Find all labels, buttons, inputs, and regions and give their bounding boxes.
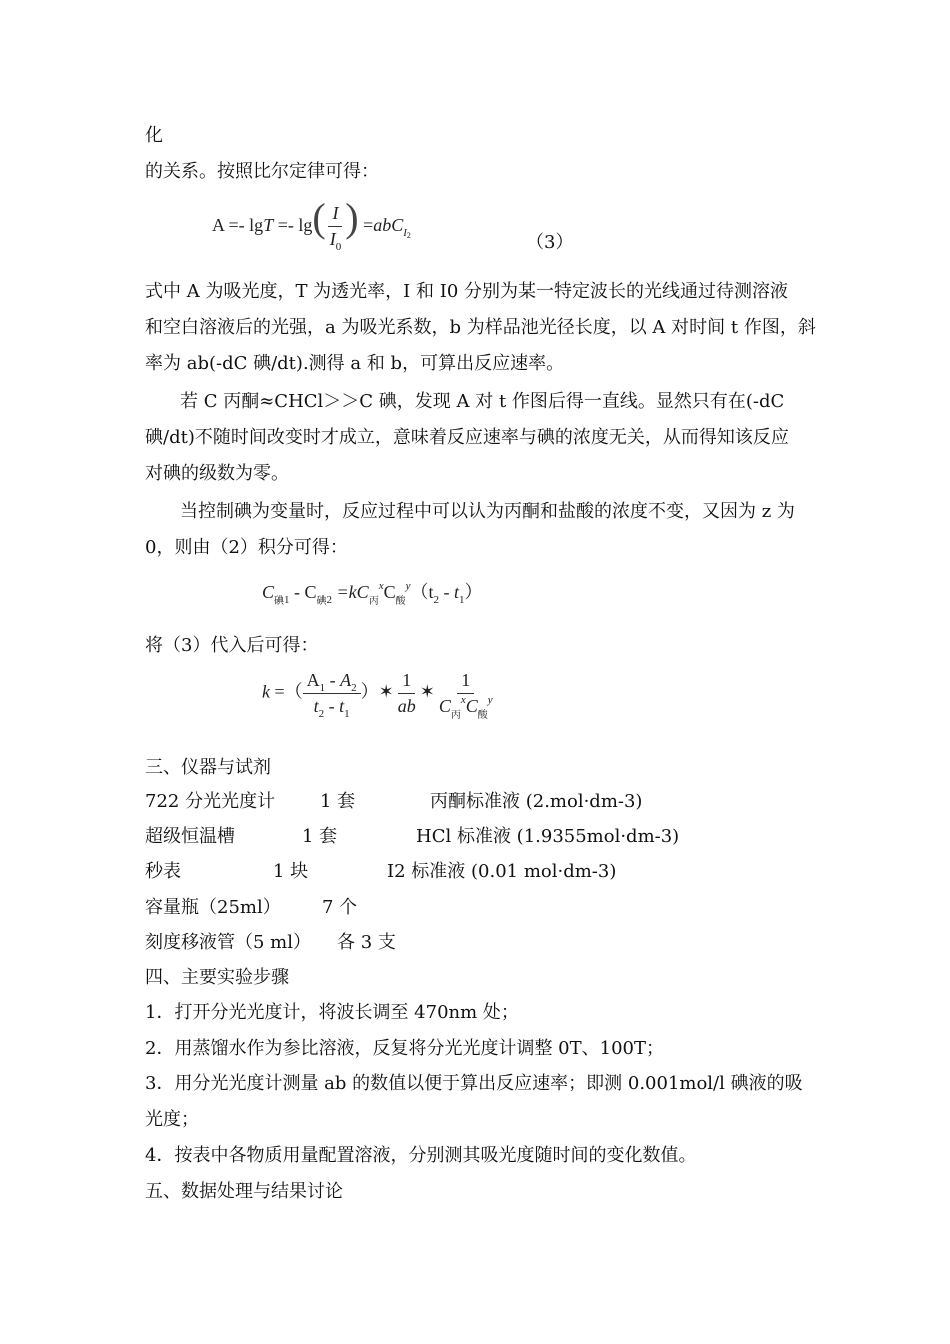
fraction: $\frac{I}{I_0}$: [329, 203, 342, 254]
equipment-qty: 1 套: [320, 791, 356, 812]
text-line: 化: [145, 125, 163, 146]
rate-constant-equation: k =（ $\frac{A_1 - A_2}{t_2 - t_1}$ ）✶ $\frac{1}{ab}$ ✶ $\frac{1}{C_丙^xC_酸^y}$: [262, 670, 497, 717]
equipment-name: 秒表: [145, 861, 181, 882]
step-line: 1．打开分光光度计，将波长调至 470nm 处；: [145, 1002, 519, 1023]
step-line: 2．用蒸馏水作为参比溶液，反复将分光光度计调整 0T、100T；: [145, 1038, 664, 1059]
section-heading: 三、仪器与试剂: [145, 757, 271, 778]
equipment-qty: 1 块: [273, 861, 309, 882]
step-line: 4．按表中各物质用量配置溶液，分别测其吸光度随时间的变化数值。: [145, 1145, 697, 1166]
paragraph-line: 当控制碘为变量时，反应过程中可以认为丙酮和盐酸的浓度不变，又因为 z 为: [180, 501, 795, 522]
equipment-name: 容量瓶（25ml）: [145, 897, 281, 918]
fraction: $\frac{A_1 - A_2}{t_2 - t_1}$: [303, 670, 361, 717]
section-heading: 五、数据处理与结果讨论: [145, 1181, 343, 1202]
integral-equation: $C_{碘1} - C_{碘2} =kC_丙^xC_酸^y(t_2 - t_1)$: [262, 580, 483, 607]
section-heading: 四、主要实验步骤: [145, 967, 289, 988]
beer-law-equation: A =- lgT =- lg( $\frac{I}{I_0}$ ) =abC$_{I2}$: [212, 195, 411, 254]
reagent: HCl 标准液 (1.9355mol·dm-3): [416, 826, 680, 847]
fraction: $\frac{1}{ab}$: [397, 670, 416, 716]
equipment-name: 刻度移液管（5 ml）: [145, 932, 311, 953]
paragraph-line: 和空白溶液后的光强，a 为吸光系数，b 为样品池光径长度，以 A 对时间 t 作图，斜: [145, 317, 816, 338]
equipment-qty: 1 套: [302, 826, 338, 847]
equipment-name: 722 分光光度计: [145, 791, 276, 812]
step-line: 光度；: [145, 1109, 199, 1130]
reagent: 丙酮标准液 (2.mol·dm-3): [430, 791, 643, 812]
paragraph-line: 对碘的级数为零。: [145, 463, 289, 484]
text-line: 将（3）代入后可得：: [145, 635, 319, 656]
step-line: 3．用分光光度计测量 ab 的数值以便于算出反应速率；即测 0.001mol/l 碘液的吸: [145, 1073, 803, 1094]
equipment-qty: 各 3 支: [337, 932, 396, 953]
paragraph-line: 碘/dt)不随时间改变时才成立，意味着反应速率与碘的浓度无关，从而得知该反应: [145, 427, 789, 448]
paragraph-line: 0，则由（2）积分可得：: [145, 537, 348, 558]
equation-number: （3）: [526, 232, 574, 253]
paragraph-line: 式中 A 为吸光度，T 为透光率，I 和 I0 分别为某一特定波长的光线通过待测溶液: [145, 281, 789, 302]
equipment-qty: 7 个: [322, 897, 358, 918]
paragraph-line: 若 C 丙酮≈CHCl＞＞C 碘，发现 A 对 t 作图后得一直线。显然只有在(-dC: [180, 391, 785, 412]
paragraph-line: 率为 ab(-dC 碘/dt).测得 a 和 b，可算出反应速率。: [145, 353, 565, 374]
equipment-name: 超级恒温槽: [145, 826, 235, 847]
reagent: I2 标准液 (0.01 mol·dm-3): [387, 861, 617, 882]
text-line: 的关系。按照比尔定律可得：: [145, 161, 379, 182]
fraction: $\frac{1}{C_丙^xC_酸^y}$: [438, 670, 493, 721]
